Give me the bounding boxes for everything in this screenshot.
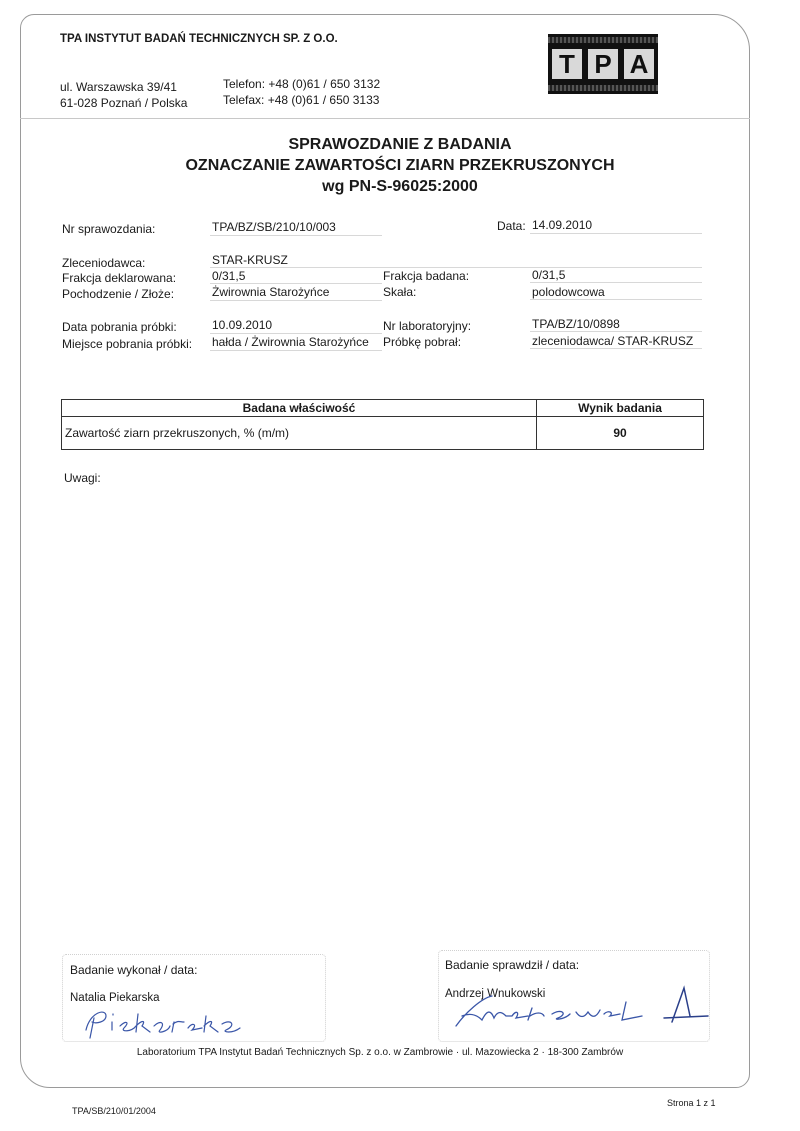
checked-by-name: Andrzej Wnukowski: [445, 988, 546, 1000]
report-title: SPRAWOZDANIE Z BADANIA: [288, 136, 512, 153]
logo-letter-p: P: [588, 49, 618, 79]
logo-letter-t: T: [552, 49, 582, 79]
col-property-header: Badana właściwość: [62, 400, 537, 417]
performed-by-name: Natalia Piekarska: [70, 992, 160, 1004]
lab-number-label: Nr laboratoryjny:: [383, 319, 472, 333]
page-frame: [20, 14, 750, 1088]
sampled-by-value: zleceniodawca/ STAR-KRUSZ: [532, 334, 694, 348]
report-subtitle: OZNACZANIE ZAWARTOŚCI ZIARN PRZEKRUSZONYCH: [185, 157, 615, 174]
company-name: TPA INSTYTUT BADAŃ TECHNICZNYCH SP. Z O.O.: [60, 33, 338, 45]
tested-fraction-value: 0/31,5: [532, 268, 566, 282]
performed-by-label: Badanie wykonał / data:: [70, 963, 198, 977]
client-value: STAR-KRUSZ: [212, 253, 288, 267]
lab-address-footer: Laboratorium TPA Instytut Badań Technicznych Sp. z o.o. w Zambrowie · ul. Mazowiecka 2 · 18-300 Zambrów: [136, 1047, 624, 1058]
fax-number: Telefax: +48 (0)61 / 650 3133: [223, 93, 380, 107]
origin-value: Żwirownia Starożyńce: [212, 285, 330, 299]
address-street: ul. Warszawska 39/41: [60, 80, 177, 94]
col-result-header: Wynik badania: [537, 400, 704, 417]
remarks-label: Uwagi:: [64, 471, 101, 485]
rock-value: polodowcowa: [532, 285, 605, 299]
declared-fraction-value: 0/31,5: [212, 269, 246, 283]
tpa-logo: [548, 34, 658, 94]
performed-signature: [76, 1000, 246, 1042]
sampling-date-value: 10.09.2010: [212, 318, 273, 332]
report-number-label: Nr sprawozdania:: [62, 222, 156, 236]
table-row: [62, 417, 704, 450]
page-number: Strona 1 z 1: [667, 1098, 716, 1108]
lab-number-value: TPA/BZ/10/0898: [532, 317, 620, 331]
sampling-date-label: Data pobrania próbki:: [62, 320, 177, 334]
results-header-row: [62, 400, 704, 417]
sampling-place-value: hałda / Żwirownia Starożyńce: [212, 335, 369, 349]
sampling-place-label: Miejsce pobrania próbki:: [62, 337, 193, 351]
checked-by-label: Badanie sprawdził / data:: [445, 958, 580, 972]
tested-fraction-label: Frakcja badana:: [383, 269, 470, 283]
form-code: TPA/SB/210/01/2004: [72, 1106, 156, 1116]
header-separator: [20, 118, 750, 119]
client-label: Zleceniodawca:: [62, 256, 146, 270]
rock-label: Skała:: [383, 285, 417, 299]
property-cell: Zawartość ziarn przekruszonych, % (m/m): [62, 417, 537, 450]
checked-signature: [452, 982, 714, 1032]
sampled-by-label: Próbkę pobrał:: [383, 335, 462, 349]
date-label: Data:: [497, 219, 526, 233]
results-table: [61, 399, 704, 450]
result-cell: 90: [537, 417, 704, 450]
declared-fraction-label: Frakcja deklarowana:: [62, 271, 177, 285]
phone-number: Telefon: +48 (0)61 / 650 3132: [223, 77, 381, 91]
origin-label: Pochodzenie / Złoże:: [62, 287, 175, 301]
report-number-value: TPA/BZ/SB/210/10/003: [212, 220, 336, 234]
address-city: 61-028 Poznań / Polska: [60, 96, 188, 110]
report-standard: wg PN-S-96025:2000: [322, 178, 478, 195]
logo-letter-a: A: [624, 49, 654, 79]
date-value: 14.09.2010: [532, 218, 593, 232]
